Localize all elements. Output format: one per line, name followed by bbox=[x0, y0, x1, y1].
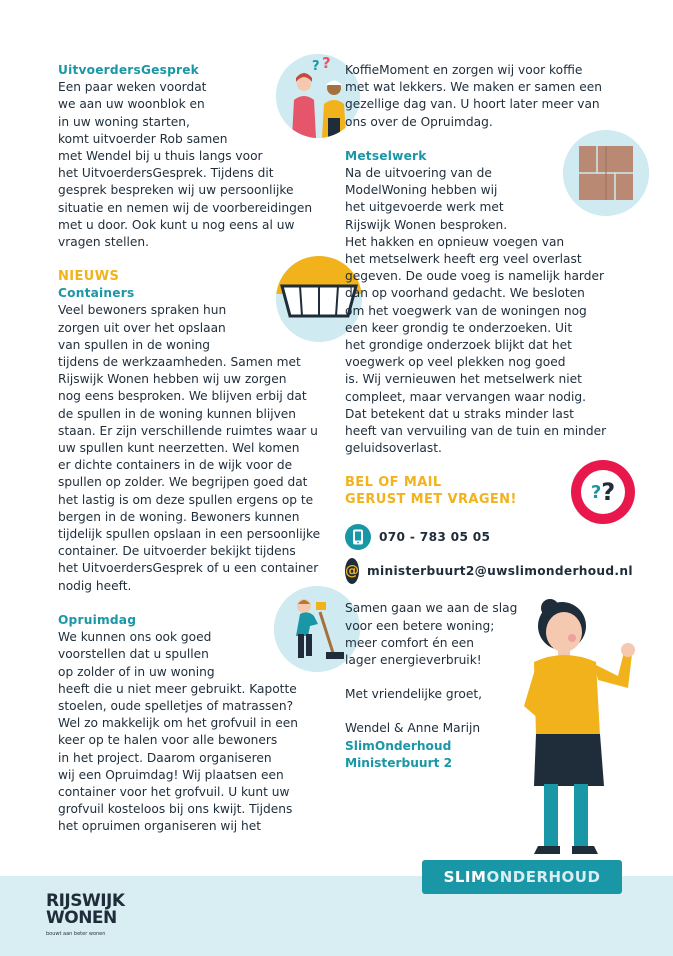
sweeping-man-illustration bbox=[274, 612, 330, 672]
text-line: nodig heeft. bbox=[58, 578, 132, 593]
text-line: Samen gaan we aan de slag bbox=[345, 601, 518, 616]
text-line: gegeven. De oude voeg is namelijk harder bbox=[345, 269, 604, 284]
text-line: Dat betekent dat u straks minder last bbox=[345, 406, 574, 421]
opruimdag-section bbox=[58, 612, 330, 836]
text-line: nog eens besproken. We blijven erbij dat bbox=[58, 389, 307, 404]
text-line: we aan uw woonblok en bbox=[58, 97, 205, 112]
nieuws-label: NIEUWS bbox=[58, 269, 120, 285]
phone-icon bbox=[345, 524, 371, 550]
email-address[interactable]: ministerbuurt2@uwslimonderhoud.nl bbox=[367, 563, 633, 578]
text-line: tijdelijk spullen opslaan in een persoonlijke bbox=[58, 527, 321, 542]
text-line: dan op voorhand gedacht. We besloten bbox=[345, 286, 585, 301]
text-line: KoffieMoment en zorgen wij voor koffie bbox=[345, 63, 583, 77]
text-line: de spullen in de woning kunnen blijven bbox=[58, 406, 297, 421]
text-line: voorstellen dat u spullen bbox=[58, 647, 209, 662]
text-line: compleet, maar vervangen waar nodig. bbox=[345, 389, 587, 404]
text-line: het UitvoerdersGesprek of u een container bbox=[58, 561, 319, 576]
text-line: met wat lekkers. We maken er samen een bbox=[345, 80, 602, 95]
text-line: container voor het grofvuil. U kunt uw bbox=[58, 784, 290, 799]
left-column bbox=[58, 54, 331, 836]
text-line: met Wendel bij u thuis langs voor bbox=[58, 149, 263, 164]
phone-row[interactable] bbox=[345, 522, 567, 552]
signature-org: SlimOnderhoud bbox=[345, 738, 452, 753]
at-sign-icon: @ bbox=[345, 558, 359, 584]
text-line: Een paar weken voordat bbox=[58, 80, 207, 95]
text-line: het lastig is om deze spullen ergens op te bbox=[58, 492, 314, 507]
text-line: Rijswijk Wonen besproken. bbox=[345, 217, 508, 232]
text-line: Rijswijk Wonen hebben wij uw zorgen bbox=[58, 372, 287, 387]
text-line: staan. Er zijn verschillende ruimtes waar u bbox=[58, 423, 318, 438]
uitvoerders-heading: UitvoerdersGesprek bbox=[58, 63, 199, 77]
text-line: grofvuil kosteloos bij ons kwijt. Tijdens bbox=[58, 802, 293, 817]
email-row[interactable] bbox=[345, 556, 633, 586]
text-line: in het project. Daarom organiseren bbox=[58, 750, 272, 765]
text-line: container. De uitvoerder bekijkt tijdens bbox=[58, 544, 296, 559]
nieuws-section bbox=[58, 268, 330, 595]
phone-number[interactable]: 070 - 783 05 05 bbox=[379, 529, 491, 544]
text-line: ModelWoning hebben wij bbox=[345, 183, 498, 198]
text-line: tijdens de werkzaamheden. Samen met bbox=[58, 355, 301, 370]
metselwerk-section bbox=[345, 148, 623, 458]
text-line: Wel zo makkelijk om het grofvuil in een bbox=[58, 716, 299, 731]
text-line: situatie en nemen wij de voorbereidingen bbox=[58, 200, 313, 215]
text-line: om het voegwerk van de woningen nog bbox=[345, 303, 587, 318]
text-line: het grondige onderzoek blijkt dat het bbox=[345, 338, 572, 353]
question-icon: ? ? bbox=[581, 470, 625, 514]
text-line: voor een betere woning; bbox=[345, 618, 495, 633]
container-illustration bbox=[276, 268, 330, 342]
logo-line2: WONEN bbox=[46, 908, 117, 928]
text-line: gezellige dag van. U hoort later meer van bbox=[345, 97, 600, 112]
text-line: met u door. Ook kunt u nog eens al uw bbox=[58, 217, 295, 232]
text-line: stoelen, oude spelletjes of matrassen? bbox=[58, 698, 294, 713]
text-line: uw spullen kunt neerzetten. Wel komen bbox=[58, 441, 300, 456]
svg-text:?: ? bbox=[312, 59, 320, 74]
text-line: gesprek bespreken wij uw persoonlijke bbox=[58, 183, 294, 198]
text-line: op zolder of in uw woning bbox=[58, 664, 215, 679]
signature-names: Wendel & Anne Marijn bbox=[345, 721, 481, 736]
text-line: een keer grondig te onderzoeken. Uit bbox=[345, 320, 573, 335]
badge-light-text: ONDERHOUD bbox=[486, 868, 601, 886]
text-line: We kunnen ons ook goed bbox=[58, 630, 212, 645]
conversation-illustration bbox=[276, 54, 331, 138]
text-line: Na de uitvoering van de bbox=[345, 166, 492, 181]
text-line: meer comfort én een bbox=[345, 635, 475, 650]
containers-heading: Containers bbox=[58, 286, 135, 301]
text-line: ons over de Opruimdag. bbox=[345, 114, 493, 129]
text-line: Het hakken en opnieuw voegen van bbox=[345, 234, 565, 249]
svg-text:?: ? bbox=[322, 54, 331, 72]
text-line: geluidsoverlast. bbox=[345, 441, 442, 456]
badge-bold-text: SLIM bbox=[443, 868, 487, 886]
slimonderhoud-badge bbox=[422, 860, 622, 894]
contact-heading-line2: GERUST MET VRAGEN! bbox=[345, 492, 517, 508]
text-line: het UitvoerdersGesprek. Tijdens dit bbox=[58, 166, 274, 181]
text-line: komt uitvoerder Rob samen bbox=[58, 131, 228, 146]
contact-section bbox=[345, 474, 633, 586]
uitvoerders-section bbox=[58, 54, 331, 251]
metselwerk-heading: Metselwerk bbox=[345, 148, 427, 163]
greeting: Met vriendelijke groet, bbox=[345, 687, 482, 702]
koffiemoment-continued bbox=[345, 62, 623, 131]
text-line: lager energieverbruik! bbox=[345, 653, 482, 668]
text-line: heeft van vervuiling van de tuin en minder bbox=[345, 424, 607, 439]
text-line: het uitgevoerde werk met bbox=[345, 200, 504, 215]
brick-illustration bbox=[563, 148, 623, 216]
text-line: bergen in de woning. Bewoners kunnen bbox=[58, 509, 300, 524]
text-line: voegwerk op veel plekken nog goed bbox=[345, 355, 566, 370]
text-line: is. Wij vernieuwen het metselwerk niet bbox=[345, 372, 582, 387]
text-line: keer op te halen voor alle bewoners bbox=[58, 733, 278, 748]
waving-woman-illustration bbox=[500, 596, 650, 866]
text-line: Veel bewoners spraken hun bbox=[58, 303, 227, 318]
opruimdag-heading: Opruimdag bbox=[58, 612, 137, 627]
question-bubble-illustration bbox=[571, 474, 623, 524]
text-line: vragen stellen. bbox=[58, 235, 150, 250]
rijswijk-wonen-logo bbox=[46, 893, 156, 943]
signature-project: Ministerbuurt 2 bbox=[345, 755, 453, 770]
logo-line1: RIJSWIJK bbox=[46, 891, 125, 911]
logo-tagline: bouwt aan beter wonen bbox=[46, 931, 106, 937]
text-line: het opruimen organiseren wij het bbox=[58, 819, 262, 834]
text-line: het metselwerk heeft erg veel overlast bbox=[345, 252, 582, 267]
text-line: er dichte containers in de wijk voor de bbox=[58, 458, 293, 473]
contact-heading-line1: BEL OF MAIL bbox=[345, 475, 442, 491]
text-line: heeft die u niet meer gebruikt. Kapotte bbox=[58, 681, 297, 696]
containers-body bbox=[58, 302, 330, 594]
text-line: in uw woning starten, bbox=[58, 114, 190, 129]
text-line: spullen op zolder. We begrijpen goed dat bbox=[58, 475, 308, 490]
text-line: van spullen in de woning bbox=[58, 337, 211, 352]
text-line: wij een Opruimdag! Wij plaatsen een bbox=[58, 767, 284, 782]
text-line: zorgen uit over het opslaan bbox=[58, 320, 226, 335]
